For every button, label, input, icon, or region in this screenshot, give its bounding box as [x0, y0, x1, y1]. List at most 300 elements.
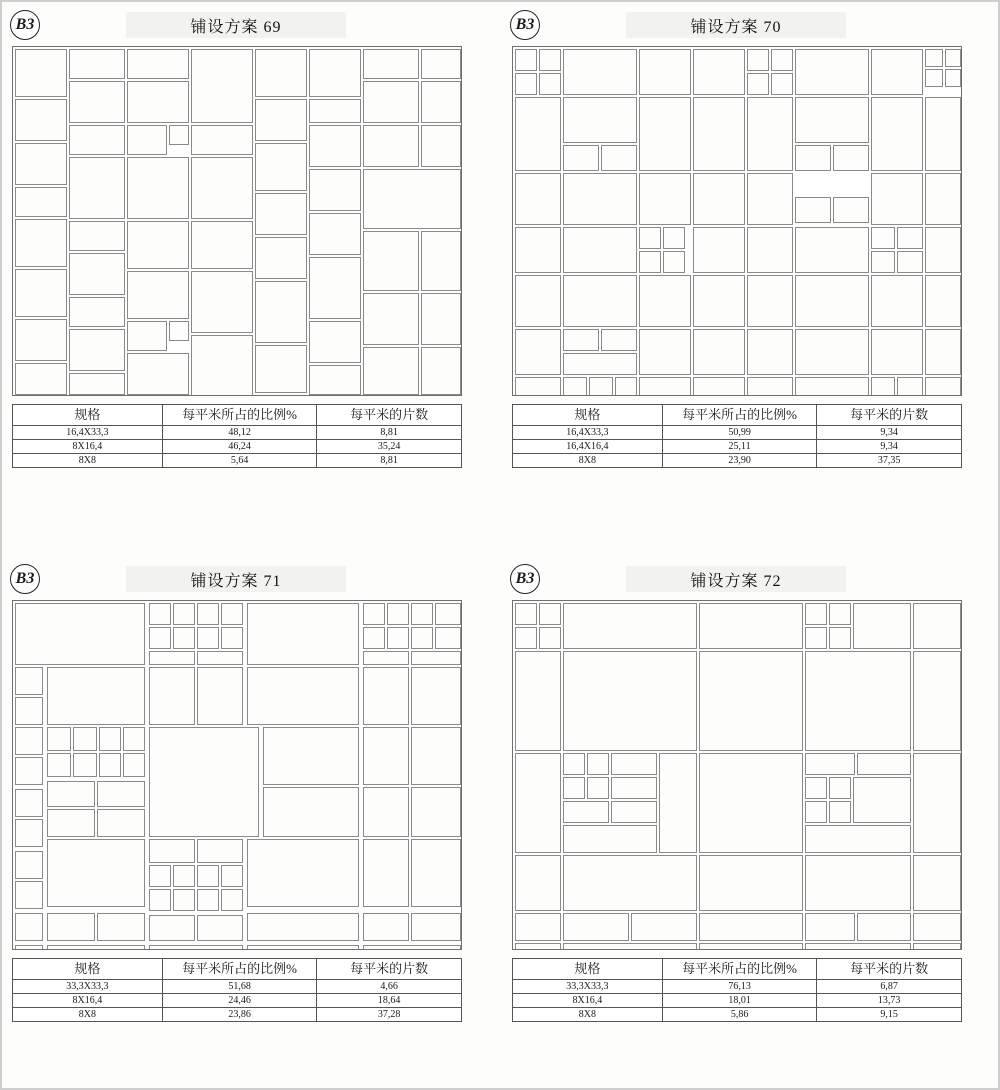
tile-cell: [587, 777, 609, 799]
tile-cell: [309, 49, 361, 97]
tile-cell: [515, 603, 537, 625]
tile-cell: [15, 603, 145, 665]
table-row: [513, 426, 962, 440]
panel-title: 铺设方案 69: [126, 12, 346, 38]
col-header-ratio: 每平米所占的比例%: [662, 959, 817, 980]
tile-cell: [857, 913, 911, 941]
cell-count: 35,24: [317, 440, 462, 454]
tile-cell: [945, 69, 961, 87]
tile-cell: [149, 889, 171, 911]
tile-cell: [515, 329, 561, 375]
cell-spec: 8X8: [13, 454, 163, 468]
tile-cell: [363, 727, 409, 785]
tile-cell: [659, 753, 697, 853]
tile-cell: [149, 945, 243, 950]
tile-cell: [421, 49, 461, 79]
tile-cell: [15, 219, 67, 267]
tile-cell: [221, 627, 243, 649]
tile-cell: [47, 839, 145, 907]
tile-cell: [255, 143, 307, 191]
cell-count: 18,64: [317, 994, 462, 1008]
tile-cell: [771, 73, 793, 95]
col-header-spec: 规格: [513, 405, 663, 426]
table-row: [13, 440, 462, 454]
tile-cell: [693, 97, 745, 171]
spec-table: [512, 958, 962, 1022]
tile-cell: [631, 913, 697, 941]
tile-cell: [191, 221, 253, 269]
tile-cell: [191, 335, 253, 396]
tile-cell: [747, 377, 793, 396]
tile-cell: [149, 667, 195, 725]
tile-cell: [913, 603, 961, 649]
tile-cell: [69, 329, 125, 371]
tile-cell: [247, 913, 359, 941]
tile-cell: [435, 627, 461, 649]
cell-ratio: 76,13: [662, 980, 817, 994]
tile-cell: [149, 651, 195, 665]
tile-cell: [363, 787, 409, 837]
tile-cell: [925, 173, 961, 225]
tile-cell: [411, 839, 461, 907]
cell-spec: 16,4X16,4: [513, 440, 663, 454]
tile-cell: [563, 801, 609, 823]
panel-badge: B3: [510, 564, 540, 594]
tile-cell: [539, 627, 561, 649]
tile-cell: [411, 727, 461, 785]
tile-cell: [853, 603, 911, 649]
tile-cell: [871, 97, 923, 171]
tile-cell: [699, 913, 803, 941]
cell-ratio: 25,11: [662, 440, 817, 454]
panel-title: 铺设方案 71: [126, 566, 346, 592]
tile-cell: [563, 145, 599, 171]
tile-cell: [15, 913, 43, 941]
cell-ratio: 5,64: [162, 454, 317, 468]
tile-cell: [747, 97, 793, 171]
tile-cell: [805, 913, 855, 941]
col-header-count: 每平米的片数: [817, 959, 962, 980]
tile-cell: [913, 855, 961, 911]
tile-cell: [309, 213, 361, 255]
tile-cell: [515, 97, 561, 171]
tile-cell: [255, 193, 307, 235]
tile-cell: [421, 293, 461, 345]
tile-cell: [693, 227, 745, 273]
cell-spec: 8X8: [513, 454, 663, 468]
panel-badge: B3: [510, 10, 540, 40]
tile-cell: [515, 275, 561, 327]
table-row: [513, 454, 962, 468]
tile-cell: [197, 839, 243, 863]
tile-cell: [871, 275, 923, 327]
tile-cell: [149, 727, 259, 837]
tile-cell: [69, 221, 125, 251]
tile-cell: [663, 227, 685, 249]
tile-cell: [515, 855, 561, 911]
tile-cell: [699, 943, 803, 950]
tile-cell: [47, 809, 95, 837]
tile-cell: [945, 49, 961, 67]
tile-cell: [897, 377, 923, 396]
cell-count: 8,81: [317, 426, 462, 440]
tile-cell: [515, 173, 561, 225]
table-header-row: [513, 405, 962, 426]
tile-cell: [247, 667, 359, 725]
tile-cell: [149, 627, 171, 649]
spec-table: [12, 404, 462, 468]
tile-cell: [15, 269, 67, 317]
tile-cell: [127, 125, 167, 155]
tile-cell: [255, 345, 307, 393]
tile-cell: [615, 377, 637, 396]
tile-cell: [363, 913, 409, 941]
tile-cell: [515, 49, 537, 71]
table-row: [513, 440, 962, 454]
tile-cell: [611, 777, 657, 799]
tile-cell: [925, 227, 961, 273]
tile-cell: [69, 373, 125, 395]
tile-cell: [435, 603, 461, 625]
tile-cell: [15, 49, 67, 97]
panel-badge: B3: [10, 564, 40, 594]
spec-table: [512, 404, 962, 468]
tile-cell: [897, 227, 923, 249]
tile-cell: [309, 365, 361, 395]
tile-cell: [421, 231, 461, 291]
tile-cell: [263, 727, 359, 785]
tile-cell: [747, 173, 793, 225]
tile-cell: [69, 157, 125, 219]
col-header-count: 每平米的片数: [317, 405, 462, 426]
cell-count: 9,15: [817, 1008, 962, 1022]
tile-cell: [69, 125, 125, 155]
tile-cell: [925, 329, 961, 375]
tile-cell: [795, 377, 869, 396]
tile-cell: [663, 251, 685, 273]
tile-cell: [309, 257, 361, 319]
tile-cell: [795, 227, 869, 273]
tile-cell: [15, 319, 67, 361]
tile-cell: [197, 603, 219, 625]
tile-cell: [173, 603, 195, 625]
tile-cell: [411, 667, 461, 725]
cell-spec: 8X8: [13, 1008, 163, 1022]
col-header-count: 每平米的片数: [317, 959, 462, 980]
spec-table: [12, 958, 462, 1022]
tile-cell: [255, 237, 307, 279]
tile-cell: [309, 125, 361, 167]
tile-cell: [639, 49, 691, 95]
tile-cell: [263, 787, 359, 837]
tile-cell: [699, 753, 803, 853]
tile-cell: [805, 627, 827, 649]
tile-cell: [73, 727, 97, 751]
tile-cell: [363, 81, 419, 123]
tile-cell: [15, 789, 43, 817]
tile-cell: [97, 781, 145, 807]
panel-badge: B3: [10, 10, 40, 40]
tile-cell: [363, 347, 419, 395]
tile-cell: [47, 667, 145, 725]
cell-count: 4,66: [317, 980, 462, 994]
tile-cell: [563, 825, 657, 853]
cell-spec: 16,4X33,3: [513, 426, 663, 440]
cell-ratio: 23,90: [662, 454, 817, 468]
tile-cell: [169, 125, 189, 145]
tile-cell: [611, 753, 657, 775]
cell-ratio: 5,86: [662, 1008, 817, 1022]
tile-cell: [197, 915, 243, 941]
tile-cell: [747, 73, 769, 95]
tile-cell: [515, 943, 561, 950]
tile-cell: [805, 651, 911, 751]
layout-panel: [6, 6, 486, 486]
tile-cell: [363, 169, 461, 229]
tile-cell: [539, 603, 561, 625]
tile-cell: [795, 329, 869, 375]
tile-cell: [833, 145, 869, 171]
layout-panel: [6, 560, 486, 1040]
tile-cell: [925, 49, 943, 67]
tile-cell: [15, 851, 43, 879]
tile-cell: [795, 49, 869, 95]
tile-cell: [747, 49, 769, 71]
tile-cell: [829, 777, 851, 799]
table-row: [13, 454, 462, 468]
tile-cell: [47, 727, 71, 751]
tile-cell: [421, 81, 461, 123]
tile-cell: [639, 251, 661, 273]
tile-cell: [221, 865, 243, 887]
cell-ratio: 24,46: [162, 994, 317, 1008]
col-header-spec: 规格: [13, 959, 163, 980]
tile-cell: [563, 753, 585, 775]
tile-cell: [363, 627, 385, 649]
tile-cell: [127, 271, 189, 319]
tile-cell: [913, 651, 961, 751]
cell-ratio: 23,86: [162, 1008, 317, 1022]
tile-cell: [699, 603, 803, 649]
tile-cell: [173, 889, 195, 911]
tile-cell: [149, 603, 171, 625]
cell-spec: 33,3X33,3: [513, 980, 663, 994]
cell-ratio: 46,24: [162, 440, 317, 454]
tile-cell: [387, 627, 409, 649]
tile-cell: [149, 865, 171, 887]
tile-cell: [515, 651, 561, 751]
tile-cell: [805, 855, 911, 911]
cell-spec: 16,4X33,3: [13, 426, 163, 440]
cell-count: 13,73: [817, 994, 962, 1008]
tile-cell: [795, 145, 831, 171]
tile-cell: [563, 97, 637, 143]
tile-cell: [15, 757, 43, 785]
tile-cell: [857, 753, 911, 775]
tile-cell: [149, 915, 195, 941]
table-row: [13, 994, 462, 1008]
cell-ratio: 18,01: [662, 994, 817, 1008]
tile-cell: [255, 99, 307, 141]
tile-cell: [601, 329, 637, 351]
tile-cell: [871, 329, 923, 375]
tile-cell: [589, 377, 613, 396]
tile-cell: [387, 603, 409, 625]
tile-cell: [15, 99, 67, 141]
tile-cell: [925, 377, 961, 396]
cell-count: 6,87: [817, 980, 962, 994]
tile-cell: [805, 753, 855, 775]
cell-count: 37,28: [317, 1008, 462, 1022]
cell-count: 9,34: [817, 426, 962, 440]
tile-cell: [47, 913, 95, 941]
tile-cell: [149, 839, 195, 863]
tile-cell: [639, 377, 691, 396]
cell-count: 37,35: [817, 454, 962, 468]
tile-cell: [639, 173, 691, 225]
table-row: [513, 980, 962, 994]
tile-cell: [693, 173, 745, 225]
tile-cell: [563, 651, 697, 751]
tile-cell: [411, 627, 433, 649]
tile-cell: [197, 627, 219, 649]
tile-cell: [897, 251, 923, 273]
cell-spec: 8X16,4: [513, 994, 663, 1008]
tile-cell: [127, 321, 167, 351]
tile-cell: [247, 945, 359, 950]
tile-cell: [97, 913, 145, 941]
tile-cell: [563, 227, 637, 273]
tile-cell: [829, 603, 851, 625]
tile-cell: [699, 855, 803, 911]
tile-cell: [639, 97, 691, 171]
tile-cell: [363, 125, 419, 167]
tile-cell: [123, 727, 145, 751]
tile-cell: [15, 819, 43, 847]
tile-cell: [771, 49, 793, 71]
tile-cell: [601, 145, 637, 171]
cell-spec: 8X16,4: [13, 994, 163, 1008]
tile-cell: [247, 839, 359, 907]
tile-cell: [363, 49, 419, 79]
table-header-row: [513, 959, 962, 980]
tile-cell: [173, 627, 195, 649]
tile-cell: [169, 321, 189, 341]
tile-cell: [421, 347, 461, 395]
tile-cell: [805, 825, 911, 853]
tile-cell: [363, 293, 419, 345]
tile-cell: [795, 97, 869, 143]
cell-spec: 33,3X33,3: [13, 980, 163, 994]
tile-cell: [99, 753, 121, 777]
tile-cell: [829, 627, 851, 649]
table-row: [13, 426, 462, 440]
cell-ratio: 48,12: [162, 426, 317, 440]
tile-cell: [693, 275, 745, 327]
table-row: [13, 1008, 462, 1022]
tile-cell: [639, 275, 691, 327]
tile-cell: [309, 99, 361, 123]
tile-cell: [15, 881, 43, 909]
tile-cell: [871, 173, 923, 225]
tile-cell: [913, 913, 961, 941]
tile-cell: [15, 727, 43, 755]
tile-cell: [747, 227, 793, 273]
tile-cell: [871, 251, 895, 273]
tile-cell: [563, 943, 697, 950]
tile-cell: [563, 855, 697, 911]
tile-cell: [97, 809, 145, 837]
tile-cell: [363, 945, 461, 950]
col-header-ratio: 每平米所占的比例%: [162, 959, 317, 980]
panel-title: 铺设方案 70: [626, 12, 846, 38]
tile-cell: [925, 275, 961, 327]
tile-cell: [563, 49, 637, 95]
tile-cell: [127, 49, 189, 79]
tile-cell: [191, 157, 253, 219]
col-header-ratio: 每平米所占的比例%: [162, 405, 317, 426]
tile-cell: [693, 377, 745, 396]
tile-cell: [515, 227, 561, 273]
tile-cell: [411, 913, 461, 941]
tile-cell: [563, 173, 637, 225]
cell-ratio: 51,68: [162, 980, 317, 994]
tile-cell: [73, 753, 97, 777]
tile-cell: [563, 913, 629, 941]
tile-cell: [247, 603, 359, 665]
table-row: [13, 980, 462, 994]
tile-cell: [563, 353, 637, 375]
tile-cell: [925, 69, 943, 87]
tile-cell: [693, 329, 745, 375]
tile-cell: [411, 651, 461, 665]
tile-cell: [639, 227, 661, 249]
tile-cell: [47, 945, 145, 950]
layout-panel: [506, 560, 986, 1040]
tile-cell: [563, 329, 599, 351]
tile-cell: [363, 839, 409, 907]
tile-cell: [421, 125, 461, 167]
tile-layout-diagram: [512, 600, 962, 950]
tile-cell: [515, 753, 561, 853]
tile-cell: [255, 49, 307, 97]
tile-cell: [805, 777, 827, 799]
tile-cell: [563, 777, 585, 799]
tile-cell: [15, 697, 43, 725]
tile-cell: [255, 281, 307, 343]
panel-title: 铺设方案 72: [626, 566, 846, 592]
tile-layout-diagram: [512, 46, 962, 396]
tile-cell: [197, 651, 243, 665]
tile-cell: [363, 667, 409, 725]
tile-cell: [363, 231, 419, 291]
tile-layout-diagram: [12, 46, 462, 396]
cell-count: 9,34: [817, 440, 962, 454]
tile-cell: [411, 603, 433, 625]
tile-cell: [871, 49, 923, 95]
tile-cell: [805, 943, 911, 950]
tile-cell: [515, 627, 537, 649]
table-row: [513, 994, 962, 1008]
table-header-row: [13, 405, 462, 426]
tile-cell: [515, 913, 561, 941]
tile-cell: [127, 157, 189, 219]
tile-cell: [563, 275, 637, 327]
col-header-ratio: 每平米所占的比例%: [662, 405, 817, 426]
col-header-spec: 规格: [513, 959, 663, 980]
tile-cell: [795, 275, 869, 327]
tile-cell: [221, 889, 243, 911]
